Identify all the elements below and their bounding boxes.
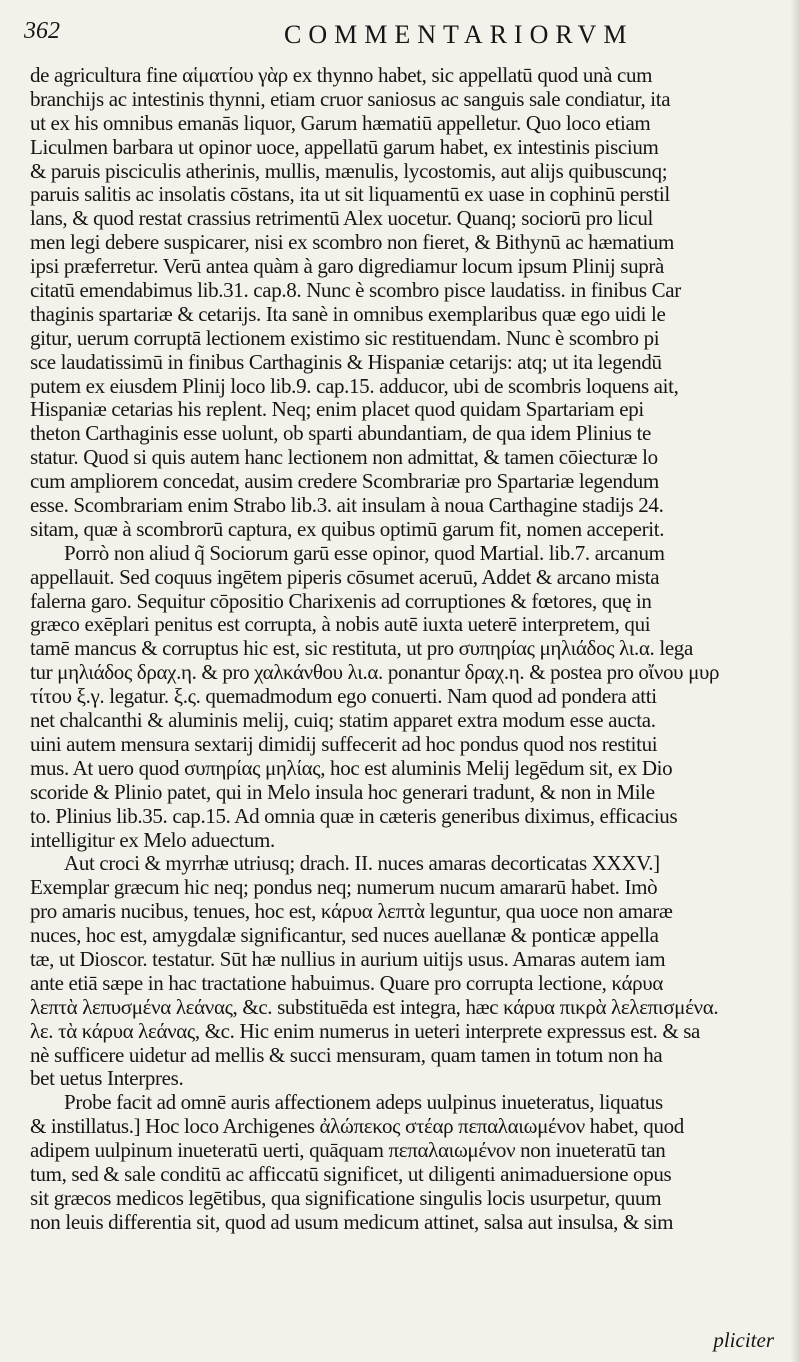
text-line: citatū emendabimus lib.31. cap.8. Nunc è scombro pisce laudatiss. in finibus Car bbox=[30, 279, 681, 303]
text-line: Exemplar græcum hic neq; pondus neq; numerum nucum amararū habet. Imò bbox=[30, 876, 658, 900]
text-line: non leuis differentia sit, quod ad usum medicum attinet, salsa aut insulsa, & sim bbox=[30, 1210, 674, 1234]
text-line: tum, sed & sale conditū ac afficcatū significet, ut diligenti animaduersione opus bbox=[30, 1162, 672, 1186]
text-line: net chalcanthi & aluminis melij, cuiq; statim apparet extra modum esse aucta. bbox=[30, 709, 656, 733]
text-line: nuces, hoc est, amygdalæ significantur, sed nuces auellanæ & ponticæ appella bbox=[30, 924, 659, 948]
text-line: esse. Scombrariam enim Strabo lib.3. ait insulam à noua Carthagine stadijs 24. bbox=[30, 494, 664, 518]
text-line: paruis salitis ac insolatis cōstans, ita ut sit liquamentū ex uase in cophinū perstil bbox=[30, 183, 670, 207]
text-line: ipsi præferretur. Verū antea quàm à garo digrediamur locum ipsum Plinij suprà bbox=[30, 255, 665, 279]
running-head: COMMENTARIORVM bbox=[284, 20, 634, 49]
text-line: & instillatus.] Hoc loco Archigenes ἀλώπεκος στέαρ πεπαλαιωμένον habet, quod bbox=[30, 1115, 684, 1139]
text-line: tæ, ut Dioscor. testatur. Sūt hæ nullius in aurium uitijs usus. Amaras autem iam bbox=[30, 947, 666, 971]
paragraph bbox=[30, 542, 774, 853]
text-line: scoride & Plinio patet, qui in Melo insula hoc generari tradunt, & non in Mile bbox=[30, 780, 655, 804]
text-line: branchijs ac intestinis thynni, etiam cruor saniosus ac sanguis sale condiatur, ita bbox=[30, 87, 671, 111]
text-line: to. Plinius lib.35. cap.15. Ad omnia quæ in cæteris generibus diximus, efficacius bbox=[30, 804, 678, 828]
text-line: Hispaniæ cetarias his replent. Neq; enim placet quod quidam Spartariam epi bbox=[30, 398, 644, 422]
text-line: sit græcos medicos legētibus, qua significatione singulis locis usurpetur, quum bbox=[30, 1186, 662, 1210]
text-line: λε. τὰ κάρυα λεάνας, &c. Hic enim numerus in ueteri interprete expressus est. & sa bbox=[30, 1019, 701, 1043]
text-line: sce laudatissimū in finibus Carthaginis & Hispaniæ cetarijs: atq; ut ita legendū bbox=[30, 350, 662, 374]
text-line: falerna garo. Sequitur cōpositio Charixenis ad corruptiones & fœtores, quę in bbox=[30, 589, 652, 613]
text-line: men legi debere suspicarer, nisi ex scombro non fieret, & Bithynū ac hæmatium bbox=[30, 231, 675, 255]
text-line: & paruis pisciculis atherinis, mullis, mænulis, lycostomis, aut alijs quibuscunq; bbox=[30, 159, 668, 183]
paragraph bbox=[30, 852, 774, 1091]
text-line: tur μηλιάδος δραχ.η. & pro χαλκάνθου λι.α. ponantur δραχ.η. & postea pro οἴνου μυρ bbox=[30, 661, 720, 685]
page-number: 362 bbox=[24, 18, 60, 44]
text-line: mus. At uero quod συπηρίας μηλίας, hoc est aluminis Melij legēdum sit, ex Dio bbox=[30, 756, 673, 780]
catchword: pliciter bbox=[713, 1328, 774, 1352]
text-line: Liculmen barbara ut opinor uoce, appellatū garum habet, ex intestinis piscium bbox=[30, 135, 659, 159]
text-line: adipem uulpinum inueteratū uerti, quāquam πεπαλαιωμένον non inueteratū tan bbox=[30, 1139, 666, 1163]
paragraph bbox=[30, 1091, 774, 1234]
page-edge-shadow bbox=[790, 0, 800, 1362]
text-line: putem ex eiusdem Plinij loco lib.9. cap.15. adducor, ubi de scombris loquens ait, bbox=[30, 374, 679, 398]
text-line: τίτου ξ.γ. legatur. ξ.ς. quemadmodum ego conuerti. Nam quod ad pondera atti bbox=[30, 685, 657, 709]
body-text bbox=[30, 64, 774, 1235]
text-line: pro amaris nucibus, tenues, hoc est, κάρυα λεπτὰ leguntur, qua uoce non amaræ bbox=[30, 900, 673, 924]
text-line: thaginis spartariæ & cetarijs. Ita sanè in omnibus exemplaribus quæ ego uidi le bbox=[30, 302, 666, 326]
text-line: tamē mancus & corruptus hic est, sic restituta, ut pro συπηρίας μηλιάδος λι.α. lega bbox=[30, 637, 693, 661]
text-line: Porrò non aliud q̃ Sociorum garū esse opinor, quod Martial. lib.7. arcanum bbox=[64, 541, 665, 565]
text-line: cum ampliorem concedat, ausim credere Scombrariæ pro Spartariæ legendum bbox=[30, 470, 659, 494]
text-line: theton Carthaginis esse uolunt, ob sparti abundantiam, de qua idem Plinius te bbox=[30, 422, 652, 446]
text-line: Aut croci & myrrhæ utriusq; drach. II. nuces amaras decorticatas XXXV.] bbox=[64, 852, 660, 876]
text-line: ante etiā sæpe in hac tractatione habuimus. Quare pro corrupta lectione, κάρυα bbox=[30, 971, 663, 995]
text-line: Probe facit ad omnē auris affectionem adeps uulpinus inueteratus, liquatus bbox=[64, 1091, 663, 1115]
text-line: gitur, uerum corruptā lectionem existimo sic restituendam. Nunc è scombro pi bbox=[30, 326, 660, 350]
page-header bbox=[24, 14, 774, 50]
text-line: appellauit. Sed coquus ingētem piperis cōsumet aceruū, Addet & arcano mista bbox=[30, 565, 660, 589]
text-line: nè sufficere uidetur ad mellis & succi mensuram, quam tamen in totum non ha bbox=[30, 1043, 663, 1067]
text-line: græco exēplari penitus est corrupta, à nobis autē iuxta ueterē interpretem, qui bbox=[30, 613, 651, 637]
text-line: sitam, quæ à scombrorū captura, ex quibus optimū garum fit, nomen acceperit. bbox=[30, 517, 665, 541]
text-line: statur. Quod si quis autem hanc lectionem non admittat, & tamen cōiecturæ lo bbox=[30, 446, 658, 470]
text-line: bet uetus Interpres. bbox=[30, 1067, 184, 1091]
text-line: uini autem mensura sextarij dimidij suffecerit ad hoc pondus quod nos restitui bbox=[30, 732, 658, 756]
text-line: lans, & quod restat crassius retrimentū Alex uocetur. Quanq; sociorū pro licul bbox=[30, 207, 653, 231]
paragraph bbox=[30, 64, 774, 542]
text-line: ut ex his omnibus emanās liquor, Garum hæmatiū appelletur. Quo loco etiam bbox=[30, 111, 651, 135]
text-line: intelligitur ex Melo aduectum. bbox=[30, 828, 275, 852]
text-line: de agricultura fine αἱματίου γὰρ ex thynno habet, sic appellatū quod unà cum bbox=[30, 64, 653, 87]
text-line: λεπτὰ λεπυσμένα λεάνας, &c. substituēda est integra, hæc κάρυα πικρὰ λελεπισμένα. bbox=[30, 995, 719, 1019]
